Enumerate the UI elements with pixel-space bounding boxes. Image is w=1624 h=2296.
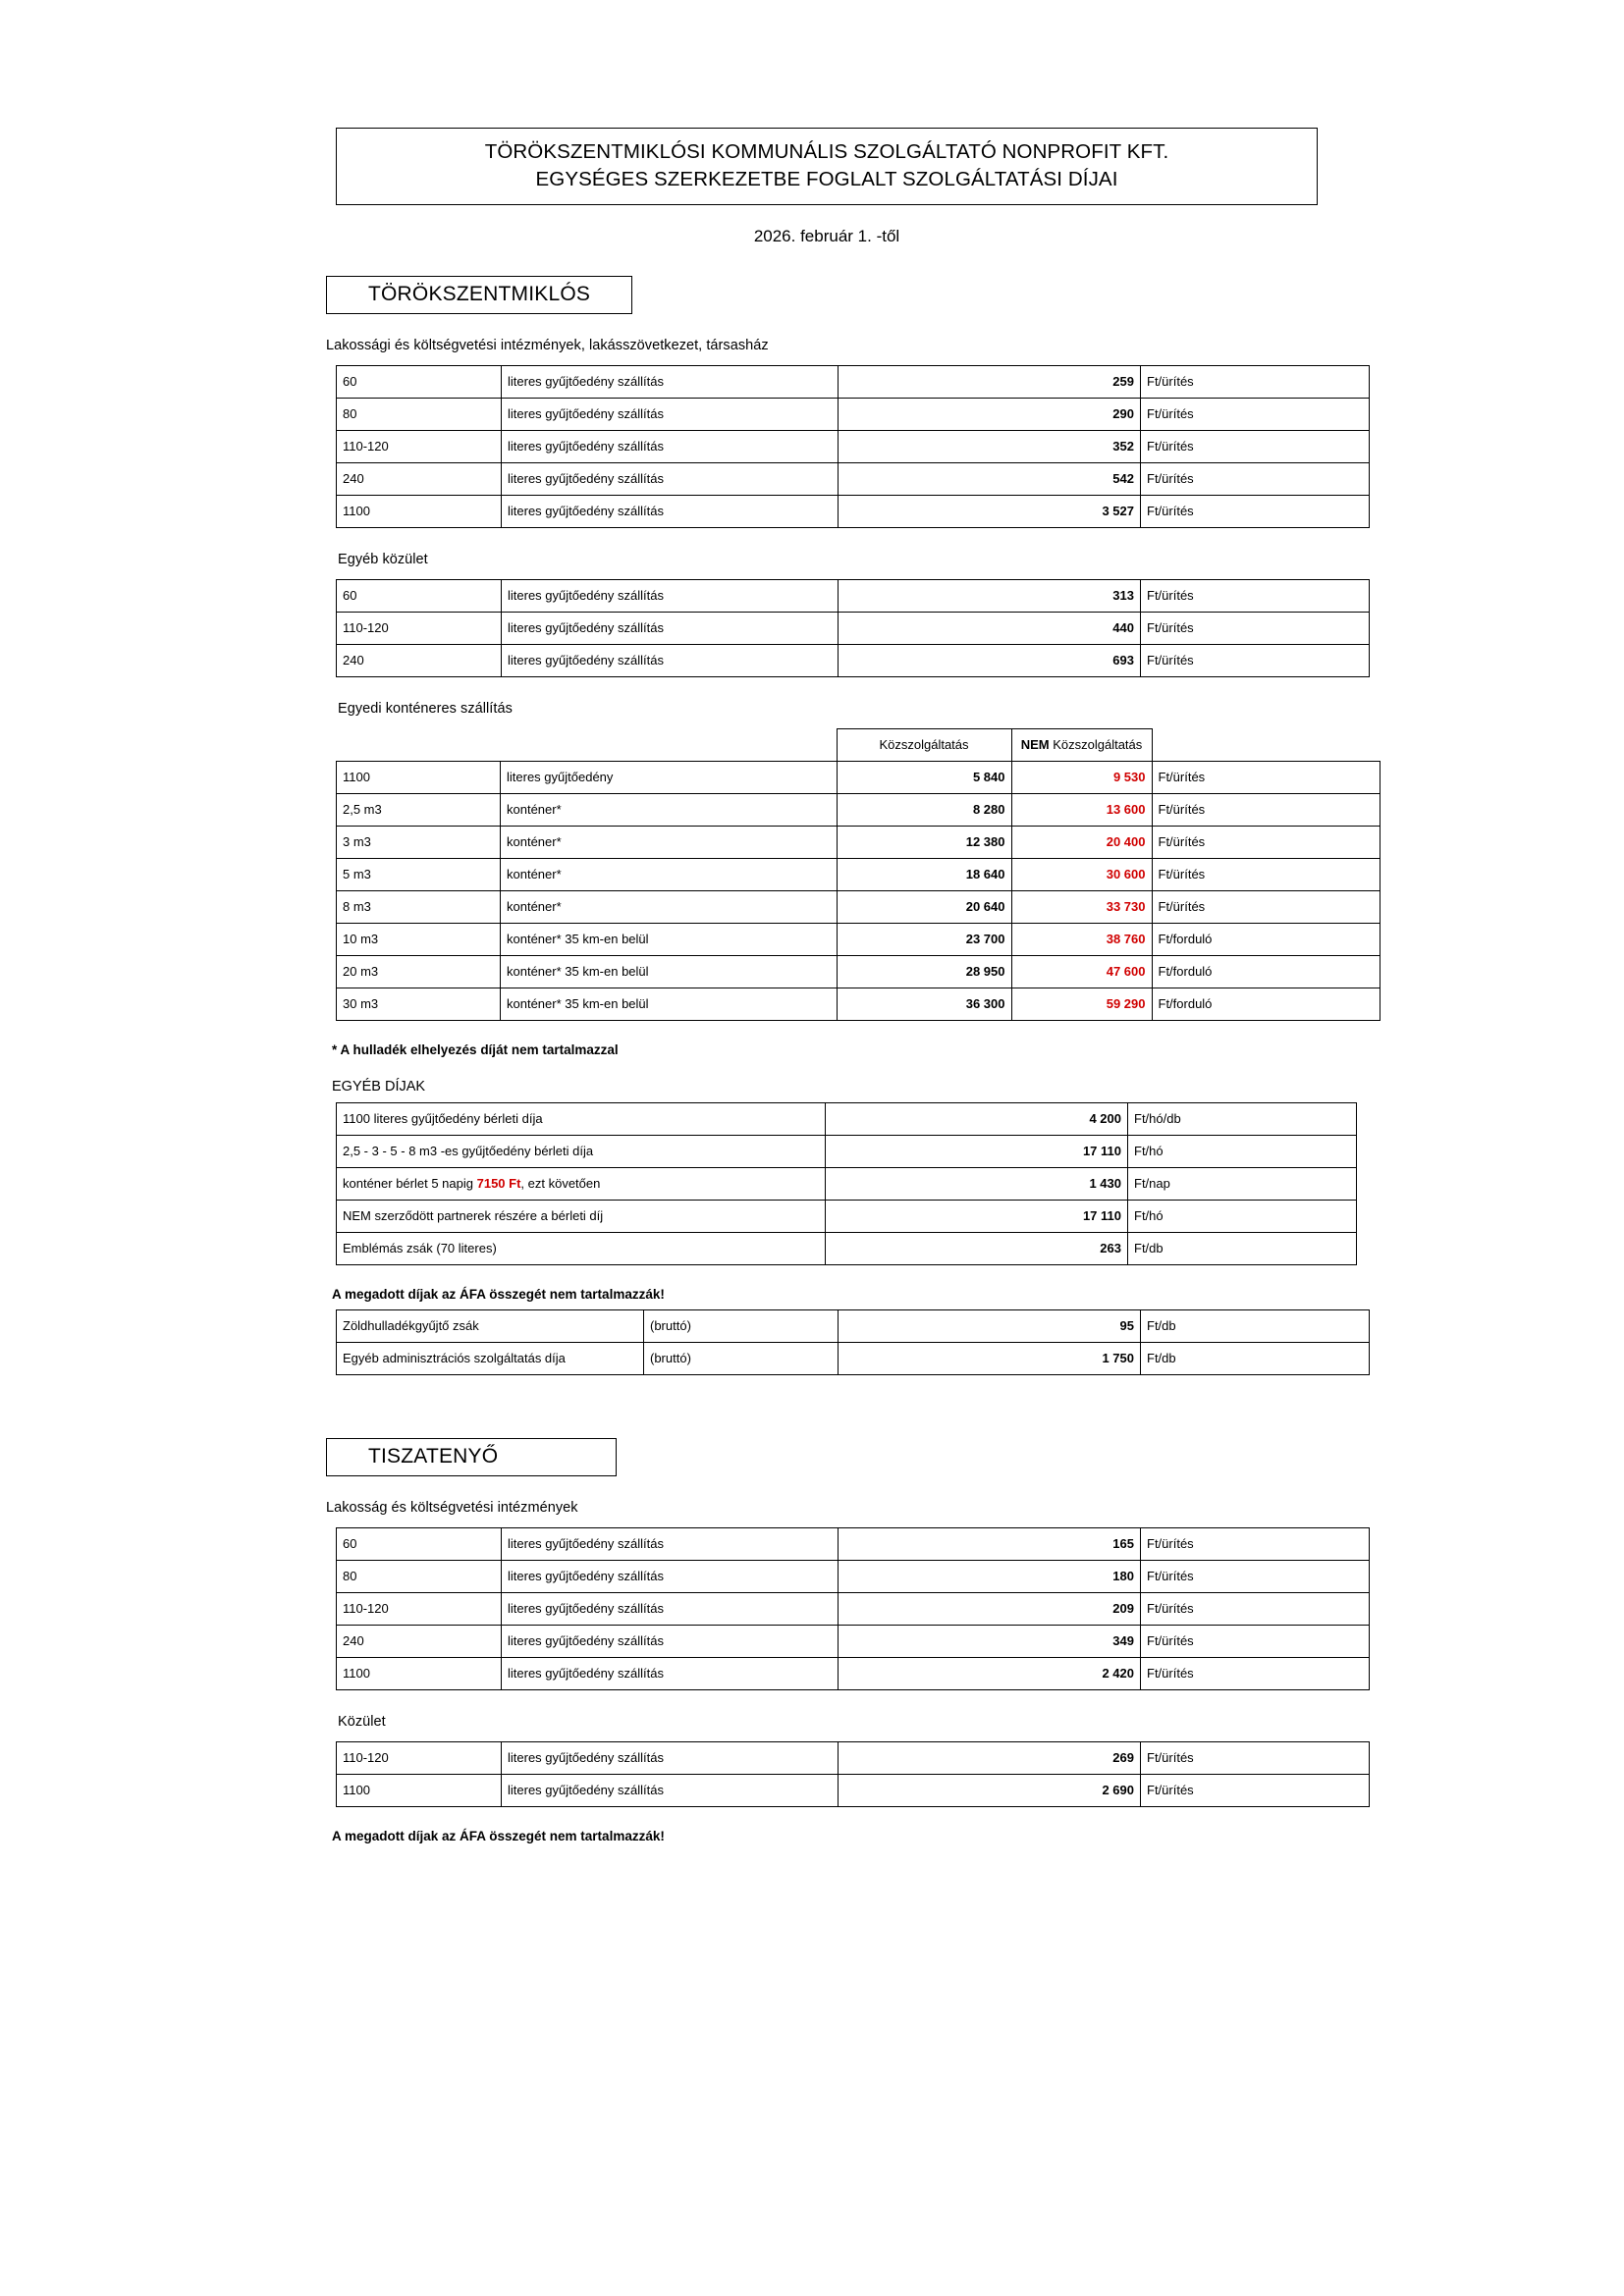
cell-price: 209	[839, 1593, 1141, 1626]
cell-size: 1100	[337, 496, 502, 528]
table-row	[337, 645, 1370, 677]
document-effective-date: 2026. február 1. -től	[753, 227, 900, 246]
cell-description: konténer*	[501, 794, 838, 827]
cell-price: 259	[839, 366, 1141, 399]
table-row	[337, 1593, 1370, 1626]
cell-price-public: 28 950	[837, 956, 1011, 988]
cell-gross-label: (bruttó)	[644, 1310, 839, 1343]
table-row	[337, 827, 1380, 859]
cell-description: Emblémás zsák (70 literes)	[337, 1233, 826, 1265]
cell-price: 3 527	[839, 496, 1141, 528]
table-row	[337, 366, 1370, 399]
table-row	[337, 956, 1380, 988]
cell-price: 17 110	[826, 1136, 1128, 1168]
table-row	[337, 988, 1380, 1021]
table-tiszatenyo-public-rates	[336, 1741, 1370, 1807]
cell-description: konténer*	[501, 859, 838, 891]
cell-unit: Ft/ürítés	[1141, 1561, 1370, 1593]
footnote-waste-disposal: * A hulladék elhelyezés díját nem tartalmazzal	[332, 1042, 619, 1058]
cell-price-public: 18 640	[837, 859, 1011, 891]
caption-residential-tiszatenyo: Lakosság és költségvetési intézmények	[326, 1500, 578, 1517]
document-title-line-1: TÖRÖKSZENTMIKLÓSI KOMMUNÁLIS SZOLGÁLTATÓ NONPROFIT KFT.	[484, 140, 1169, 163]
cell-unit: Ft/ürítés	[1141, 1626, 1370, 1658]
cell-size: 2,5 m3	[337, 794, 501, 827]
cell-price-non-public: 59 290	[1011, 988, 1152, 1021]
cell-size: 60	[337, 580, 502, 613]
cell-price: 165	[839, 1528, 1141, 1561]
cell-unit: Ft/ürítés	[1141, 645, 1370, 677]
cell-description: literes gyűjtőedény szállítás	[502, 1775, 839, 1807]
cell-unit: Ft/ürítés	[1141, 1775, 1370, 1807]
cell-unit: Ft/ürítés	[1141, 1528, 1370, 1561]
table-row	[337, 1528, 1370, 1561]
cell-price-non-public: 33 730	[1011, 891, 1152, 924]
cell-price: 352	[839, 431, 1141, 463]
cell-description: literes gyűjtőedény szállítás	[502, 496, 839, 528]
table-row	[337, 1168, 1357, 1201]
cell-size: 240	[337, 645, 502, 677]
table-header-row	[337, 729, 1380, 762]
cell-empty	[337, 729, 501, 762]
cell-price: 17 110	[826, 1201, 1128, 1233]
cell-description: konténer*	[501, 891, 838, 924]
cell-description: 2,5 - 3 - 5 - 8 m3 -es gyűjtőedény bérleti díja	[337, 1136, 826, 1168]
table-row	[337, 1626, 1370, 1658]
cell-unit: Ft/ürítés	[1152, 794, 1380, 827]
caption-public-tiszatenyo: Közület	[338, 1714, 386, 1731]
cell-size: 1100	[337, 1658, 502, 1690]
document-title-box	[336, 128, 1318, 205]
document-title-line-2: EGYSÉGES SZERKEZETBE FOGLALT SZOLGÁLTATÁSI DÍJAI	[535, 167, 1118, 190]
cell-price: 2 420	[839, 1658, 1141, 1690]
cell-unit: Ft/forduló	[1152, 988, 1380, 1021]
table-residential-rates	[336, 365, 1370, 528]
cell-price: 263	[826, 1233, 1128, 1265]
cell-description: literes gyűjtőedény szállítás	[502, 613, 839, 645]
cell-size: 110-120	[337, 1593, 502, 1626]
cell-size: 60	[337, 1528, 502, 1561]
cell-description: literes gyűjtőedény szállítás	[502, 645, 839, 677]
cell-description: literes gyűjtőedény szállítás	[502, 431, 839, 463]
cell-description: 1100 literes gyűjtőedény bérleti díja	[337, 1103, 826, 1136]
cell-size: 110-120	[337, 1742, 502, 1775]
cell-unit: Ft/ürítés	[1141, 463, 1370, 496]
cell-unit: Ft/ürítés	[1141, 613, 1370, 645]
cell-unit: Ft/ürítés	[1152, 891, 1380, 924]
table-row	[337, 496, 1370, 528]
table-row	[337, 794, 1380, 827]
cell-price: 440	[839, 613, 1141, 645]
table-row	[337, 924, 1380, 956]
cell-price: 542	[839, 463, 1141, 496]
cell-unit: Ft/db	[1141, 1310, 1370, 1343]
caption-residential-budgetary: Lakossági és költségvetési intézmények, lakásszövetkezet, társasház	[326, 338, 769, 354]
cell-price-public: 20 640	[837, 891, 1011, 924]
cell-description: literes gyűjtőedény szállítás	[502, 366, 839, 399]
table-row	[337, 1310, 1370, 1343]
table-row	[337, 1136, 1357, 1168]
caption-other-fees: EGYÉB DÍJAK	[332, 1079, 426, 1095]
cell-size: 80	[337, 1561, 502, 1593]
cell-size: 1100	[337, 762, 501, 794]
cell-unit: Ft/db	[1128, 1233, 1357, 1265]
table-row	[337, 580, 1370, 613]
cell-description: Egyéb adminisztrációs szolgáltatás díja	[337, 1343, 644, 1375]
table-row	[337, 891, 1380, 924]
cell-size: 240	[337, 1626, 502, 1658]
cell-description: literes gyűjtőedény szállítás	[502, 399, 839, 431]
cell-description: literes gyűjtőedény szállítás	[502, 1593, 839, 1626]
cell-unit: Ft/ürítés	[1141, 580, 1370, 613]
cell-size: 60	[337, 366, 502, 399]
cell-unit: Ft/ürítés	[1141, 366, 1370, 399]
cell-price: 1 750	[839, 1343, 1141, 1375]
table-row	[337, 762, 1380, 794]
cell-price-public: 23 700	[837, 924, 1011, 956]
cell-price-non-public: 30 600	[1011, 859, 1152, 891]
table-row	[337, 1742, 1370, 1775]
cell-size: 1100	[337, 1775, 502, 1807]
cell-price-non-public: 47 600	[1011, 956, 1152, 988]
cell-price-non-public: 13 600	[1011, 794, 1152, 827]
cell-size: 3 m3	[337, 827, 501, 859]
cell-description: konténer*	[501, 827, 838, 859]
table-row	[337, 859, 1380, 891]
cell-price-non-public: 38 760	[1011, 924, 1152, 956]
cell-size: 110-120	[337, 613, 502, 645]
cell-description: konténer* 35 km-en belül	[501, 988, 838, 1021]
cell-price-public: 36 300	[837, 988, 1011, 1021]
cell-description: literes gyűjtőedény szállítás	[502, 1658, 839, 1690]
cell-empty	[1152, 729, 1380, 762]
cell-price: 180	[839, 1561, 1141, 1593]
cell-description: literes gyűjtőedény szállítás	[502, 1561, 839, 1593]
cell-unit: Ft/ürítés	[1152, 827, 1380, 859]
cell-unit: Ft/hó	[1128, 1136, 1357, 1168]
column-header-non-public-service	[1011, 729, 1152, 762]
caption-container-transport: Egyedi konténeres szállítás	[338, 701, 513, 718]
column-header-non-prefix: NEM	[1020, 737, 1050, 753]
table-row	[337, 463, 1370, 496]
cell-empty	[501, 729, 838, 762]
table-row	[337, 1658, 1370, 1690]
table-row	[337, 1775, 1370, 1807]
cell-price: 1 430	[826, 1168, 1128, 1201]
cell-price: 2 690	[839, 1775, 1141, 1807]
table-other-public-rates	[336, 579, 1370, 677]
table-row	[337, 1201, 1357, 1233]
cell-size: 20 m3	[337, 956, 501, 988]
cell-price-public: 5 840	[837, 762, 1011, 794]
cell-size: 110-120	[337, 431, 502, 463]
cell-price: 269	[839, 1742, 1141, 1775]
table-tiszatenyo-residential-rates	[336, 1527, 1370, 1690]
cell-description-container-rental	[337, 1168, 826, 1201]
table-other-fees	[336, 1102, 1357, 1265]
cell-price: 95	[839, 1310, 1141, 1343]
table-gross-fees	[336, 1309, 1370, 1375]
cell-size: 80	[337, 399, 502, 431]
cell-description: konténer* 35 km-en belül	[501, 956, 838, 988]
cell-unit: Ft/nap	[1128, 1168, 1357, 1201]
cell-description: literes gyűjtőedény szállítás	[502, 463, 839, 496]
rental-price-highlight: 7150 Ft	[476, 1176, 521, 1192]
cell-size: 30 m3	[337, 988, 501, 1021]
table-row	[337, 399, 1370, 431]
cell-size: 10 m3	[337, 924, 501, 956]
cell-price: 693	[839, 645, 1141, 677]
table-row	[337, 431, 1370, 463]
cell-unit: Ft/hó	[1128, 1201, 1357, 1233]
cell-unit: Ft/ürítés	[1141, 399, 1370, 431]
cell-description: literes gyűjtőedény szállítás	[502, 1528, 839, 1561]
section-header-torokszentmiklos: TÖRÖKSZENTMIKLÓS	[326, 276, 632, 314]
cell-gross-label: (bruttó)	[644, 1343, 839, 1375]
cell-description: literes gyűjtőedény	[501, 762, 838, 794]
table-row	[337, 1103, 1357, 1136]
cell-price: 313	[839, 580, 1141, 613]
cell-unit: Ft/ürítés	[1141, 1593, 1370, 1626]
cell-price-non-public: 9 530	[1011, 762, 1152, 794]
cell-size: 240	[337, 463, 502, 496]
cell-unit: Ft/ürítés	[1141, 496, 1370, 528]
table-row	[337, 613, 1370, 645]
vat-note-1: A megadott díjak az ÁFA összegét nem tartalmazzák!	[332, 1287, 665, 1303]
cell-size: 8 m3	[337, 891, 501, 924]
cell-price-public: 8 280	[837, 794, 1011, 827]
cell-price-non-public: 20 400	[1011, 827, 1152, 859]
cell-price: 4 200	[826, 1103, 1128, 1136]
cell-price: 290	[839, 399, 1141, 431]
cell-unit: Ft/ürítés	[1152, 762, 1380, 794]
cell-unit: Ft/ürítés	[1141, 1742, 1370, 1775]
rental-text-suffix: , ezt követően	[520, 1176, 601, 1192]
cell-price-public: 12 380	[837, 827, 1011, 859]
cell-unit: Ft/ürítés	[1141, 431, 1370, 463]
section-header-tiszatenyo: TISZATENYŐ	[326, 1438, 617, 1476]
cell-description: Zöldhulladékgyűjtő zsák	[337, 1310, 644, 1343]
cell-unit: Ft/forduló	[1152, 924, 1380, 956]
table-row	[337, 1561, 1370, 1593]
table-row	[337, 1343, 1370, 1375]
cell-description: literes gyűjtőedény szállítás	[502, 580, 839, 613]
cell-description: konténer* 35 km-en belül	[501, 924, 838, 956]
document-content	[326, 128, 1318, 1843]
table-row	[337, 1233, 1357, 1265]
column-header-non-rest: Közszolgáltatás	[1049, 737, 1143, 753]
cell-size: 5 m3	[337, 859, 501, 891]
rental-text-prefix: konténer bérlet 5 napig	[343, 1176, 477, 1192]
cell-unit: Ft/forduló	[1152, 956, 1380, 988]
cell-description: literes gyűjtőedény szállítás	[502, 1626, 839, 1658]
cell-description: NEM szerződött partnerek részére a bérleti díj	[337, 1201, 826, 1233]
column-header-public-service: Közszolgáltatás	[837, 729, 1011, 762]
cell-unit: Ft/ürítés	[1141, 1658, 1370, 1690]
cell-unit: Ft/db	[1141, 1343, 1370, 1375]
caption-other-public: Egyéb közület	[338, 552, 428, 568]
cell-description: literes gyűjtőedény szállítás	[502, 1742, 839, 1775]
cell-unit: Ft/ürítés	[1152, 859, 1380, 891]
cell-unit: Ft/hó/db	[1128, 1103, 1357, 1136]
table-container-rates	[336, 728, 1380, 1021]
vat-note-2: A megadott díjak az ÁFA összegét nem tartalmazzák!	[332, 1829, 665, 1844]
cell-price: 349	[839, 1626, 1141, 1658]
